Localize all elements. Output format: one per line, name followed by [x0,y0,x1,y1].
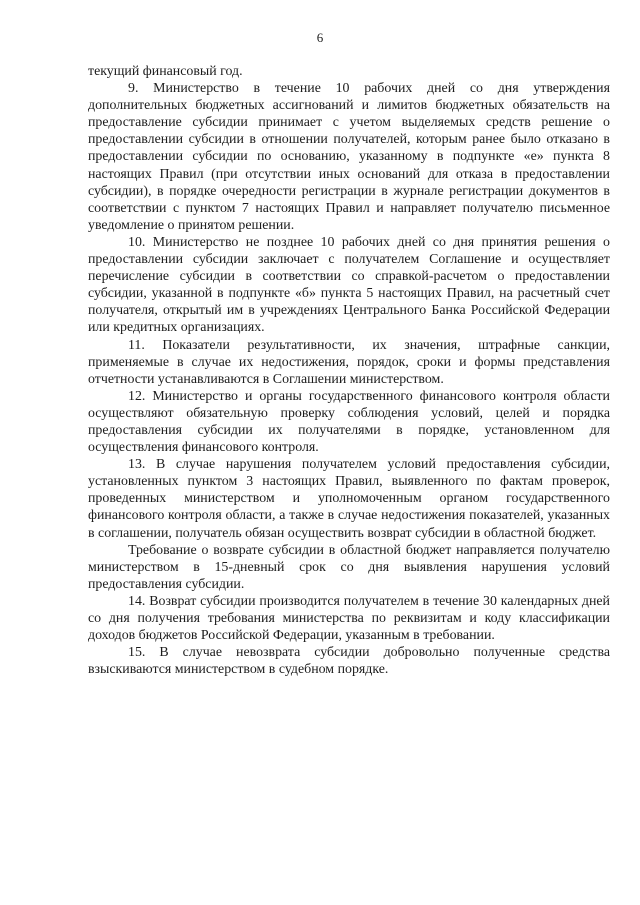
paragraph-10: 10. Министерство не позднее 10 рабочих дней со дня принятия решения о предоставлении субсидии заключает с получателем Соглашение и осуществляет перечисление субсидии в соответствии со справкой-расчетом о предоставлении субсидии, указанной в подпункте «б» пункта 5 настоящих Правил, на расчетный счет получателя, открытый им в учреждениях Центрального Банка Российской Федерации или кредитных организациях. [88,234,610,336]
paragraph-15: 15. В случае невозврата субсидии добровольно полученные средства взыскиваются министерством в судебном порядке. [88,645,610,678]
document-body [88,63,610,678]
page-number: 6 [316,30,324,45]
paragraph-14: 14. Возврат субсидии производится получателем в течение 30 календарных дней со дня получения требования министерства по реквизитам и коду классификации доходов бюджетов Российской Федерации, указанным в требовании. [88,593,610,644]
paragraph-11: 11. Показатели результативности, их значения, штрафные санкции, применяемые в случае их недостижения, порядок, сроки и формы представления отчетности устанавливаются в Соглашении министерством. [88,337,610,387]
paragraph-12: 12. Министерство и органы государственного финансового контроля области осуществляют обязательную проверку соблюдения условий, целей и порядка предоставления субсидии их получателями в порядке, установленном для осуществления финансового контроля. [88,388,610,456]
paragraph-13: 13. В случае нарушения получателем условий предоставления субсидии, установленных пунктом 3 настоящих Правил, выявленного по фактам проверок, проведенных министерством и уполномоченным органом государственного финансового контроля области, а также в случае недостижения показателей, указанных в соглашении, получатель обязан осуществить возврат субсидии в областной бюджет. [88,457,610,541]
paragraph-continuation: текущий финансовый год. [88,64,243,79]
paragraph-9: 9. Министерство в течение 10 рабочих дней со дня утверждения дополнительных бюджетных ассигнований и лимитов бюджетных обязательств на предоставление субсидии принимает с учетом выделяемых средств решение о предоставлении субсидии в отношении получателей, которым ранее было отказано в предоставлении субсидии по основанию, указанному в подпункте «е» пункта 8 настоящих Правил (при отсутствии иных оснований для отказа в предоставлении субсидии), в порядке очередности регистрации в журнале регистрации документов в соответствии с пунктом 7 настоящих Правил и направляет получателю письменное уведомление о принятом решении. [88,81,610,233]
paragraph-13-requirement: Требование о возврате субсидии в областной бюджет направляется получателю министерством в 15-дневный срок со дня выявления нарушения условий предоставления субсидии. [88,542,610,592]
